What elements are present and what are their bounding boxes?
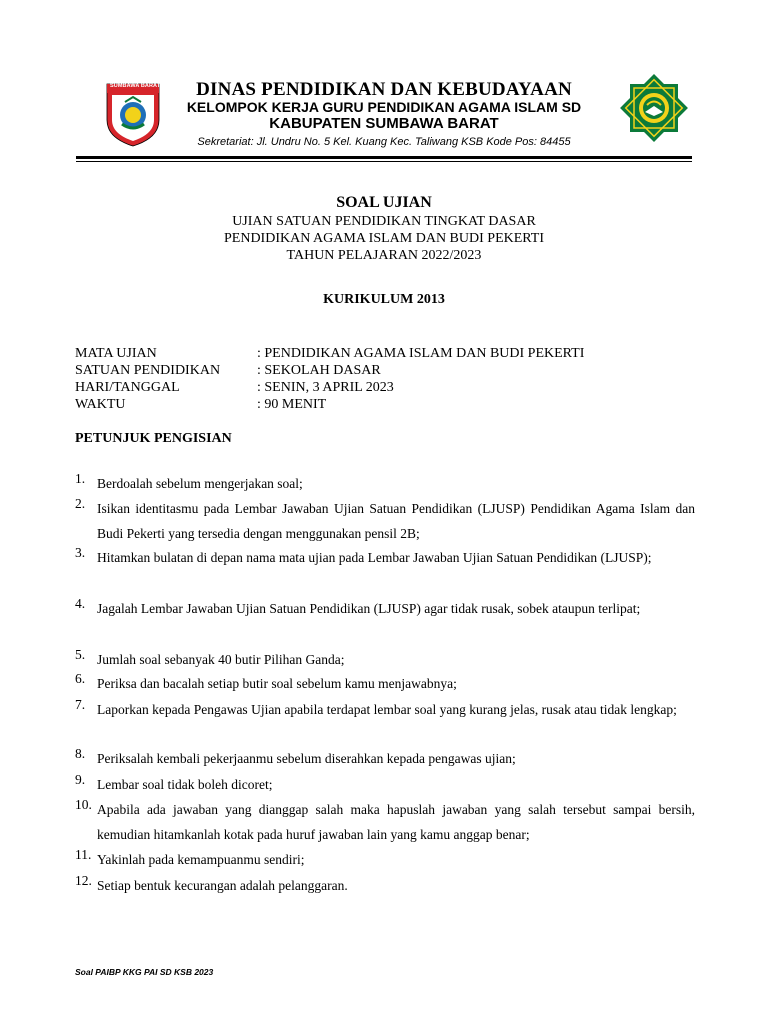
info-value: : PENDIDIKAN AGAMA ISLAM DAN BUDI PEKERTI	[257, 346, 585, 361]
letterhead-working-group: KELOMPOK KERJA GURU PENDIDIKAN AGAMA ISLAM SD	[186, 99, 582, 115]
info-label: SATUAN PENDIDIKAN	[75, 363, 221, 378]
list-item-number: 10.	[75, 797, 92, 812]
list-item-number: 3.	[75, 545, 86, 560]
info-value: : SENIN, 3 APRIL 2023	[257, 380, 394, 395]
info-label: MATA UJIAN	[75, 346, 157, 361]
letterhead-divider-thick	[76, 156, 692, 159]
exam-name: UJIAN SATUAN PENDIDIKAN TINGKAT DASAR	[232, 214, 536, 229]
list-item-number: 12.	[75, 873, 92, 888]
list-item-text: Periksa dan bacalah setiap butir soal sebelum kamu menjawabnya;	[97, 676, 457, 691]
letterhead-department: DINAS PENDIDIKAN DAN KEBUDAYAAN	[196, 79, 572, 100]
list-item-number: 9.	[75, 772, 86, 787]
list-item-text: Lembar soal tidak boleh dicoret;	[97, 777, 273, 792]
list-item-text: Apabila ada jawaban yang dianggap salah maka hapuslah jawaban yang salah tersebut sampai bersih, kemudian hitamkanlah kotak pada huruf jawaban lain yang kamu anggap benar;	[97, 802, 695, 842]
logo-banner-text: SUMBAWA BARAT	[110, 83, 161, 89]
list-item-text: Berdoalah sebelum mengerjakan soal;	[97, 476, 303, 491]
list-item-number: 11.	[75, 847, 92, 862]
subject-name: PENDIDIKAN AGAMA ISLAM DAN BUDI PEKERTI	[224, 231, 544, 246]
list-item-number: 5.	[75, 647, 86, 662]
list-item-text: Periksalah kembali pekerjaanmu sebelum diserahkan kepada pengawas ujian;	[97, 751, 516, 766]
list-item-number: 8.	[75, 746, 86, 761]
letterhead-regency: KABUPATEN SUMBAWA BARAT	[269, 115, 499, 132]
list-item-number: 1.	[75, 471, 86, 486]
list-item-number: 7.	[75, 697, 86, 712]
list-item-text: Hitamkan bulatan di depan nama mata ujian pada Lembar Jawaban Ujian Satuan Pendidikan (LJUSP);	[97, 550, 652, 565]
instructions-heading: PETUNJUK PENGISIAN	[75, 431, 232, 446]
list-item-text: Yakinlah pada kemampuanmu sendiri;	[97, 852, 305, 867]
page-footer: Soal PAIBP KKG PAI SD KSB 2023	[75, 967, 214, 977]
academic-year: TAHUN PELAJARAN 2022/2023	[286, 248, 482, 263]
curriculum: KURIKULUM 2013	[323, 292, 445, 307]
list-item-text: Isikan identitasmu pada Lembar Jawaban Ujian Satuan Pendidikan (LJUSP) Pendidikan Agama Islam dan Budi Pekerti yang tersedia dengan menggunakan pensil 2B;	[97, 501, 695, 541]
list-item-text: Jagalah Lembar Jawaban Ujian Satuan Pendidikan (LJUSP) agar tidak rusak, sobek ataupun terlipat;	[97, 601, 641, 616]
letterhead-address: Sekretariat: Jl. Undru No. 5 Kel. Kuang Kec. Taliwang KSB Kode Pos: 84455	[197, 136, 571, 148]
list-item-text: Jumlah soal sebanyak 40 butir Pilihan Ganda;	[97, 652, 345, 667]
list-item-number: 2.	[75, 496, 86, 511]
document-title: SOAL UJIAN	[336, 194, 432, 211]
info-value: : 90 MENIT	[257, 397, 327, 412]
letterhead-divider-thin	[76, 161, 692, 162]
list-item-text: Laporkan kepada Pengawas Ujian apabila terdapat lembar soal yang kurang jelas, rusak atau tidak lengkap;	[97, 702, 677, 717]
info-label: HARI/TANGGAL	[75, 380, 180, 395]
info-value: : SEKOLAH DASAR	[257, 363, 381, 378]
info-label: WAKTU	[75, 397, 126, 412]
list-item-number: 6.	[75, 671, 86, 686]
list-item-text: Setiap bentuk kecurangan adalah pelanggaran.	[97, 878, 348, 893]
list-item-number: 4.	[75, 596, 86, 611]
